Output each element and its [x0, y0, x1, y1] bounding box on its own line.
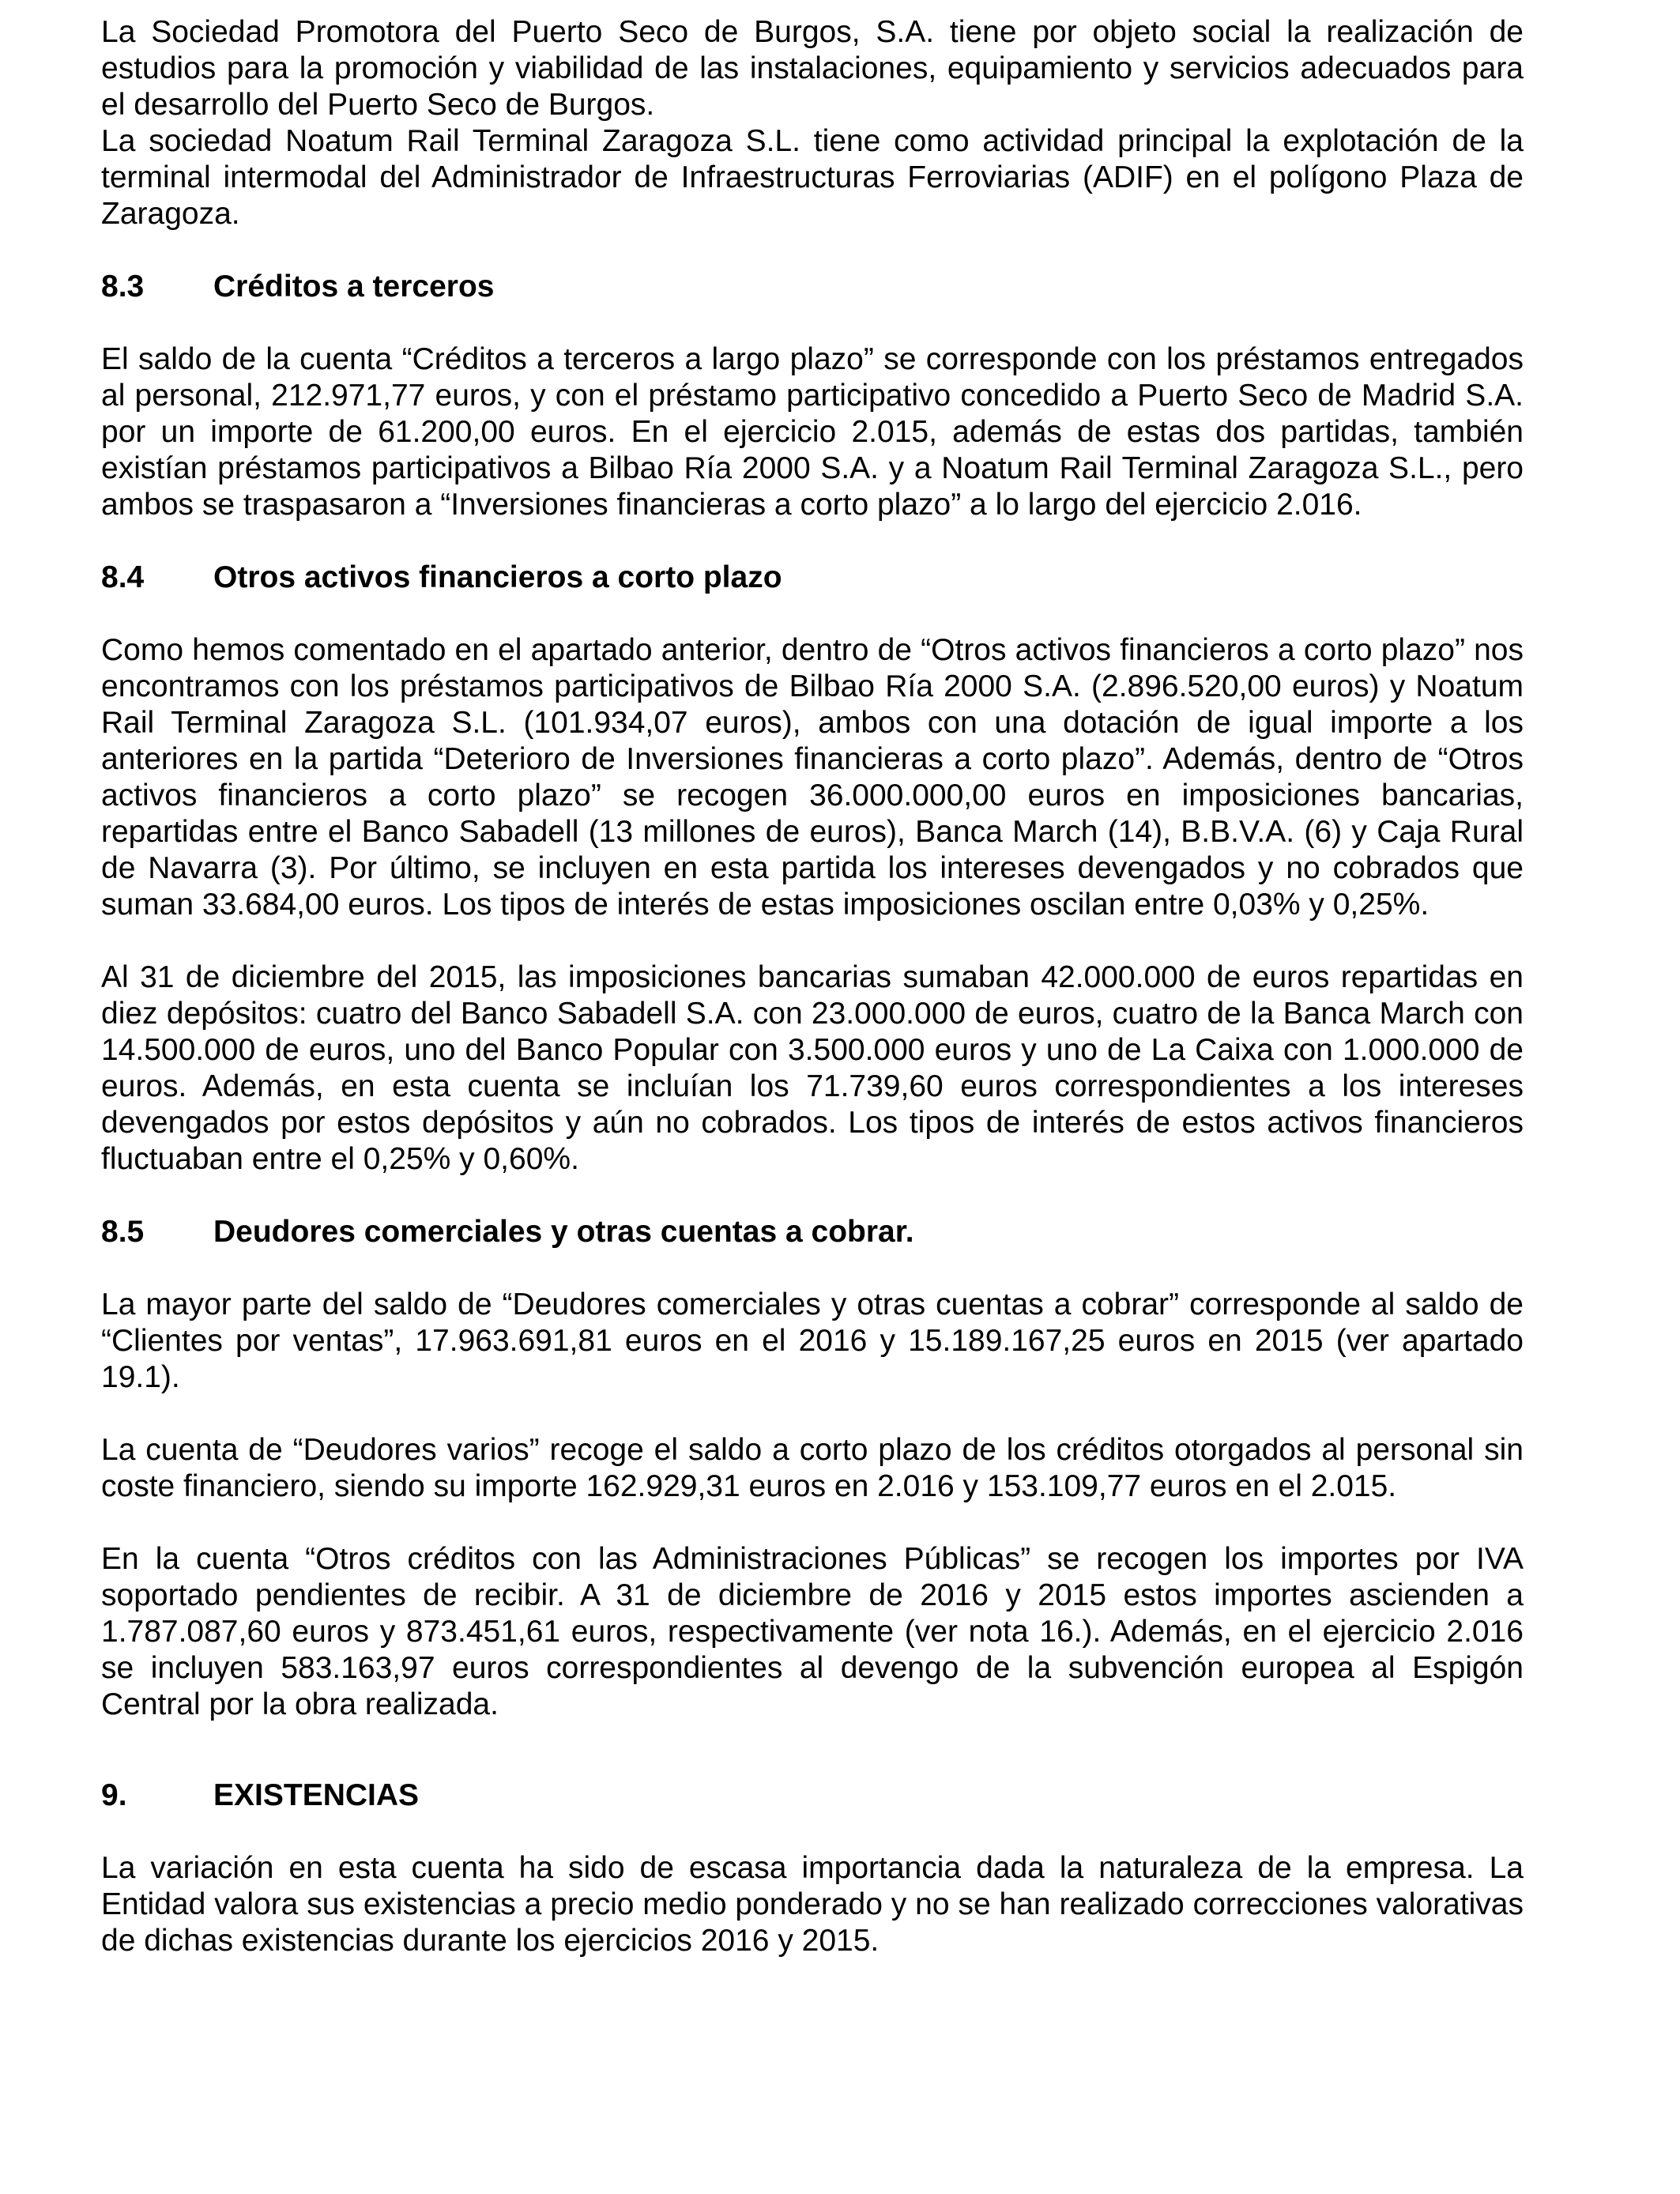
section-heading-8-4	[101, 560, 1524, 596]
paragraph-clientes-ventas: La mayor parte del saldo de “Deudores comerciales y otras cuentas a cobrar” corresponde al saldo de “Clientes por ventas”, 17.963.691,81 euros en el 2016 y 15.189.167,25 euros en 2015 (ver apartado 19.1).	[101, 1287, 1524, 1394]
section-title: Créditos a terceros	[213, 270, 495, 303]
section-number: 8.3	[101, 270, 145, 303]
section-heading-9	[101, 1777, 1524, 1814]
intro-paragraph-zaragoza: La sociedad Noatum Rail Terminal Zaragoza S.L. tiene como actividad principal la explotación de la terminal intermodal del Administrador de Infraestructuras Ferroviarias (ADIF) en el polígono Plaza de Zaragoza.	[101, 124, 1524, 231]
paragraph-deudores-varios: La cuenta de “Deudores varios” recoge el saldo a corto plazo de los créditos otorgados al personal sin coste financiero, siendo su importe 162.929,31 euros en 2.016 y 153.109,77 euros en el 2.015.	[101, 1433, 1524, 1503]
section-heading-8-3	[101, 269, 1524, 305]
section-title: Otros activos financieros a corto plazo	[213, 560, 782, 594]
paragraph-otros-activos-2016: Como hemos comentado en el apartado anterior, dentro de “Otros activos financieros a corto plazo” nos encontramos con los préstamos participativos de Bilbao Ría 2000 S.A. (2.896.520,00 euros) y Noatum Rail Terminal Zaragoza S.L. (101.934,07 euros), ambos con una dotación de igual importe a los anteriores en la partida “Deterioro de Inversiones financieras a corto plazo”. Además, dentro de “Otros activos financieros a corto plazo” se recogen 36.000.000,00 euros en imposiciones bancarias, repartidas entre el Banco Sabadell (13 millones de euros), Banca March (14), B.B.V.A. (6) y Caja Rural de Navarra (3). Por último, se incluyen en esta partida los intereses devengados y no cobrados que suman 33.684,00 euros. Los tipos de interés de estas imposiciones oscilan entre 0,03% y 0,25%.	[101, 633, 1524, 922]
section-number: 8.4	[101, 560, 145, 594]
section-heading-8-5	[101, 1214, 1524, 1250]
document-page	[101, 14, 1524, 1959]
section-number: 9.	[101, 1778, 127, 1812]
section-title: EXISTENCIAS	[213, 1778, 420, 1812]
paragraph-existencias: La variación en esta cuenta ha sido de escasa importancia dada la naturaleza de la empresa. La Entidad valora sus existencias a precio medio ponderado y no se han realizado correcciones valorativas de dichas existencias durante los ejercicios 2016 y 2015.	[101, 1851, 1524, 1958]
intro-paragraph-burgos: La Sociedad Promotora del Puerto Seco de Burgos, S.A. tiene por objeto social la realización de estudios para la promoción y viabilidad de las instalaciones, equipamiento y servicios adecuados para el desarrollo del Puerto Seco de Burgos.	[101, 15, 1524, 122]
section-number: 8.5	[101, 1215, 145, 1249]
paragraph-otros-activos-2015: Al 31 de diciembre del 2015, las imposiciones bancarias sumaban 42.000.000 de euros repartidas en diez depósitos: cuatro del Banco Sabadell S.A. con 23.000.000 de euros, cuatro de la Banca March con 14.500.000 de euros, uno del Banco Popular con 3.500.000 euros y uno de La Caixa con 1.000.000 de euros. Además, en esta cuenta se incluían los 71.739,60 euros correspondientes a los intereses devengados por estos depósitos y aún no cobrados. Los tipos de interés de estos activos financieros fluctuaban entre el 0,25% y 0,60%.	[101, 960, 1524, 1176]
paragraph-creditos-terceros: El saldo de la cuenta “Créditos a terceros a largo plazo” se corresponde con los préstamos entregados al personal, 212.971,77 euros, y con el préstamo participativo concedido a Puerto Seco de Madrid S.A. por un importe de 61.200,00 euros. En el ejercicio 2.015, además de estas dos partidas, también existían préstamos participativos a Bilbao Ría 2000 S.A. y a Noatum Rail Terminal Zaragoza S.L., pero ambos se traspasaron a “Inversiones financieras a corto plazo” a lo largo del ejercicio 2.016.	[101, 342, 1524, 522]
section-title: Deudores comerciales y otras cuentas a cobrar.	[213, 1215, 914, 1249]
paragraph-administraciones-publicas: En la cuenta “Otros créditos con las Administraciones Públicas” se recogen los importes por IVA soportado pendientes de recibir. A 31 de diciembre de 2016 y 2015 estos importes ascienden a 1.787.087,60 euros y 873.451,61 euros, respectivamente (ver nota 16.). Además, en el ejercicio 2.016 se incluyen 583.163,97 euros correspondientes al devengo de la subvención europea al Espigón Central por la obra realizada.	[101, 1542, 1524, 1721]
